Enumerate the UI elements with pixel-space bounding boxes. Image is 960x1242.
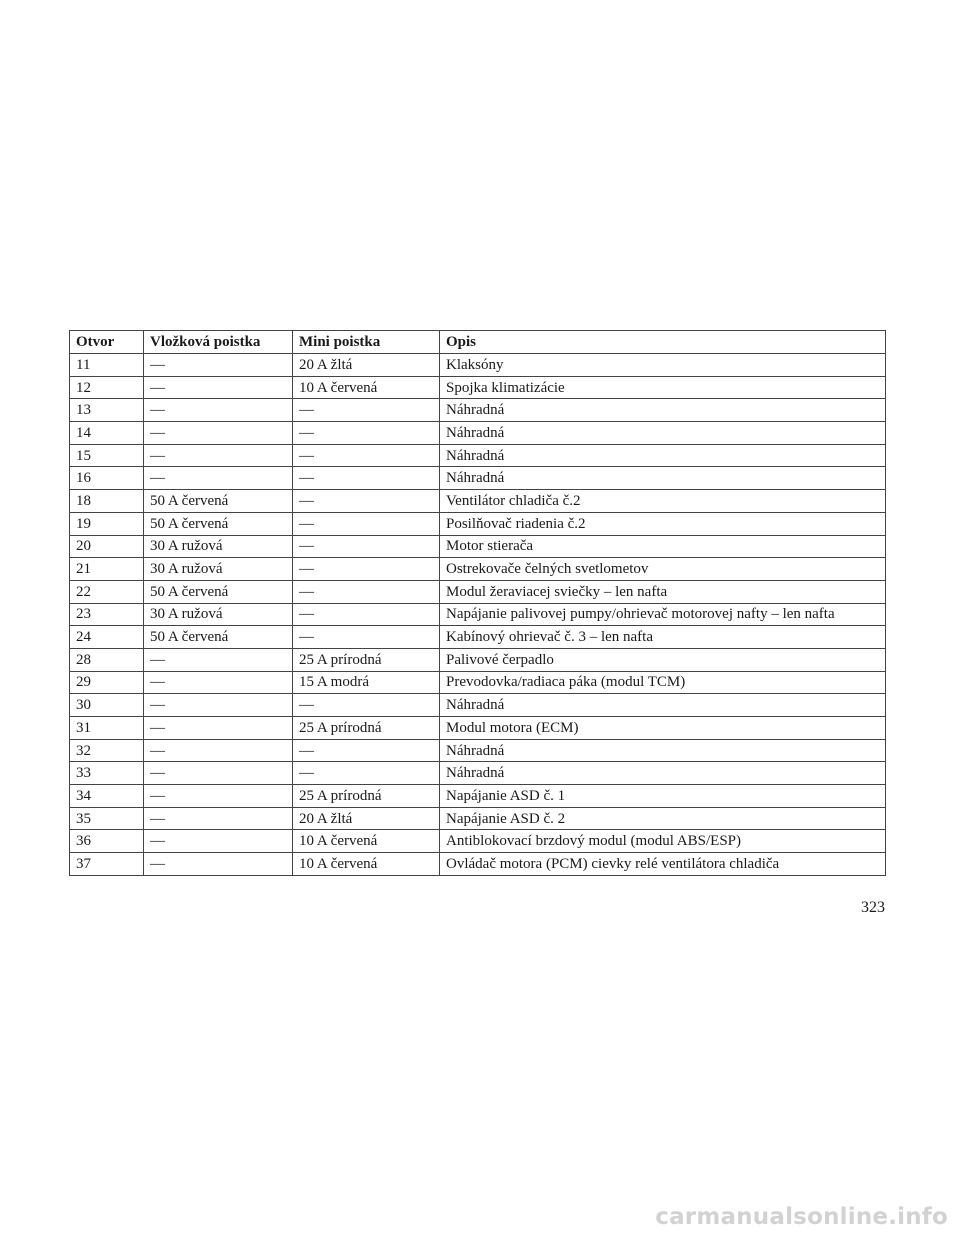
cell-mini-fuse: — [293,512,440,535]
cell-cavity: 36 [70,830,144,853]
header-cavity: Otvor [70,331,144,354]
cell-description: Modul žeraviacej sviečky – len nafta [440,580,886,603]
cell-cartridge-fuse: — [144,853,293,876]
table-row [70,671,886,694]
table-row [70,762,886,785]
cell-cartridge-fuse: — [144,376,293,399]
table-row [70,694,886,717]
table-row [70,580,886,603]
cell-cavity: 31 [70,717,144,740]
table-row [70,785,886,808]
cell-cartridge-fuse: 30 A ružová [144,603,293,626]
cell-cavity: 29 [70,671,144,694]
cell-cavity: 33 [70,762,144,785]
table-row [70,603,886,626]
cell-cartridge-fuse: — [144,807,293,830]
cell-description: Náhradná [440,739,886,762]
cell-cartridge-fuse: — [144,785,293,808]
cell-cartridge-fuse: — [144,739,293,762]
cell-description: Posilňovač riadenia č.2 [440,512,886,535]
cell-cartridge-fuse: — [144,830,293,853]
cell-description: Spojka klimatizácie [440,376,886,399]
header-mini-fuse: Mini poistka [293,331,440,354]
table-row [70,422,886,445]
cell-mini-fuse: — [293,467,440,490]
cell-description: Náhradná [440,762,886,785]
table-row [70,444,886,467]
cell-cartridge-fuse: — [144,694,293,717]
page-number: 323 [861,899,885,916]
table-row [70,512,886,535]
cell-mini-fuse: — [293,762,440,785]
cell-description: Náhradná [440,467,886,490]
fuse-table-body [70,354,886,876]
cell-description: Náhradná [440,444,886,467]
cell-description: Napájanie palivovej pumpy/ohrievač motorovej nafty – len nafta [440,603,886,626]
table-row [70,853,886,876]
header-description: Opis [440,331,886,354]
table-row [70,807,886,830]
cell-mini-fuse: 25 A prírodná [293,648,440,671]
cell-cavity: 16 [70,467,144,490]
cell-description: Ovládač motora (PCM) cievky relé ventilátora chladiča [440,853,886,876]
cell-cavity: 21 [70,558,144,581]
table-row [70,467,886,490]
cell-cartridge-fuse: — [144,354,293,377]
cell-mini-fuse: 25 A prírodná [293,785,440,808]
cell-mini-fuse: — [293,739,440,762]
cell-cavity: 14 [70,422,144,445]
cell-cartridge-fuse: — [144,399,293,422]
cell-description: Kabínový ohrievač č. 3 – len nafta [440,626,886,649]
cell-description: Napájanie ASD č. 1 [440,785,886,808]
cell-cavity: 19 [70,512,144,535]
cell-mini-fuse: — [293,399,440,422]
table-row [70,535,886,558]
cell-cartridge-fuse: 50 A červená [144,580,293,603]
cell-mini-fuse: 20 A žltá [293,807,440,830]
cell-description: Náhradná [440,399,886,422]
cell-mini-fuse: 10 A červená [293,853,440,876]
cell-cavity: 11 [70,354,144,377]
cell-description: Palivové čerpadlo [440,648,886,671]
cell-description: Klaksóny [440,354,886,377]
cell-cavity: 20 [70,535,144,558]
table-row [70,376,886,399]
cell-mini-fuse: — [293,558,440,581]
cell-mini-fuse: — [293,580,440,603]
table-row [70,354,886,377]
cell-cartridge-fuse: — [144,762,293,785]
cell-description: Napájanie ASD č. 2 [440,807,886,830]
cell-cavity: 28 [70,648,144,671]
cell-cartridge-fuse: — [144,648,293,671]
cell-cartridge-fuse: 30 A ružová [144,558,293,581]
cell-mini-fuse: — [293,626,440,649]
cell-mini-fuse: — [293,694,440,717]
cell-description: Náhradná [440,694,886,717]
cell-description: Ostrekovače čelných svetlometov [440,558,886,581]
table-row [70,626,886,649]
table-row [70,830,886,853]
cell-mini-fuse: — [293,603,440,626]
cell-mini-fuse: 20 A žltá [293,354,440,377]
table-row [70,558,886,581]
table-row [70,399,886,422]
cell-cavity: 13 [70,399,144,422]
cell-cartridge-fuse: 50 A červená [144,512,293,535]
cell-cartridge-fuse: — [144,422,293,445]
cell-cavity: 35 [70,807,144,830]
cell-mini-fuse: 15 A modrá [293,671,440,694]
cell-cavity: 30 [70,694,144,717]
cell-cavity: 12 [70,376,144,399]
cell-cartridge-fuse: 30 A ružová [144,535,293,558]
cell-cartridge-fuse: — [144,717,293,740]
cell-description: Prevodovka/radiaca páka (modul TCM) [440,671,886,694]
cell-mini-fuse: 10 A červená [293,830,440,853]
table-row [70,648,886,671]
cell-mini-fuse: — [293,535,440,558]
cell-mini-fuse: — [293,422,440,445]
cell-cartridge-fuse: — [144,671,293,694]
cell-cartridge-fuse: 50 A červená [144,626,293,649]
header-row [70,331,886,354]
cell-mini-fuse: — [293,490,440,513]
watermark-text: carmanualsonline.info [655,1204,948,1230]
fuse-table [69,330,886,876]
cell-description: Ventilátor chladiča č.2 [440,490,886,513]
header-cartridge-fuse: Vložková poistka [144,331,293,354]
cell-cartridge-fuse: — [144,467,293,490]
cell-cartridge-fuse: — [144,444,293,467]
cell-cartridge-fuse: 50 A červená [144,490,293,513]
cell-mini-fuse: — [293,444,440,467]
cell-description: Modul motora (ECM) [440,717,886,740]
cell-description: Motor stierača [440,535,886,558]
cell-cavity: 22 [70,580,144,603]
table-row [70,739,886,762]
cell-cavity: 18 [70,490,144,513]
cell-description: Antiblokovací brzdový modul (modul ABS/ESP) [440,830,886,853]
table-row [70,490,886,513]
cell-mini-fuse: 10 A červená [293,376,440,399]
fuse-table-header [70,331,886,354]
cell-cavity: 37 [70,853,144,876]
cell-cavity: 15 [70,444,144,467]
cell-cavity: 23 [70,603,144,626]
cell-cavity: 24 [70,626,144,649]
cell-cavity: 34 [70,785,144,808]
cell-cavity: 32 [70,739,144,762]
table-row [70,717,886,740]
cell-description: Náhradná [440,422,886,445]
cell-mini-fuse: 25 A prírodná [293,717,440,740]
